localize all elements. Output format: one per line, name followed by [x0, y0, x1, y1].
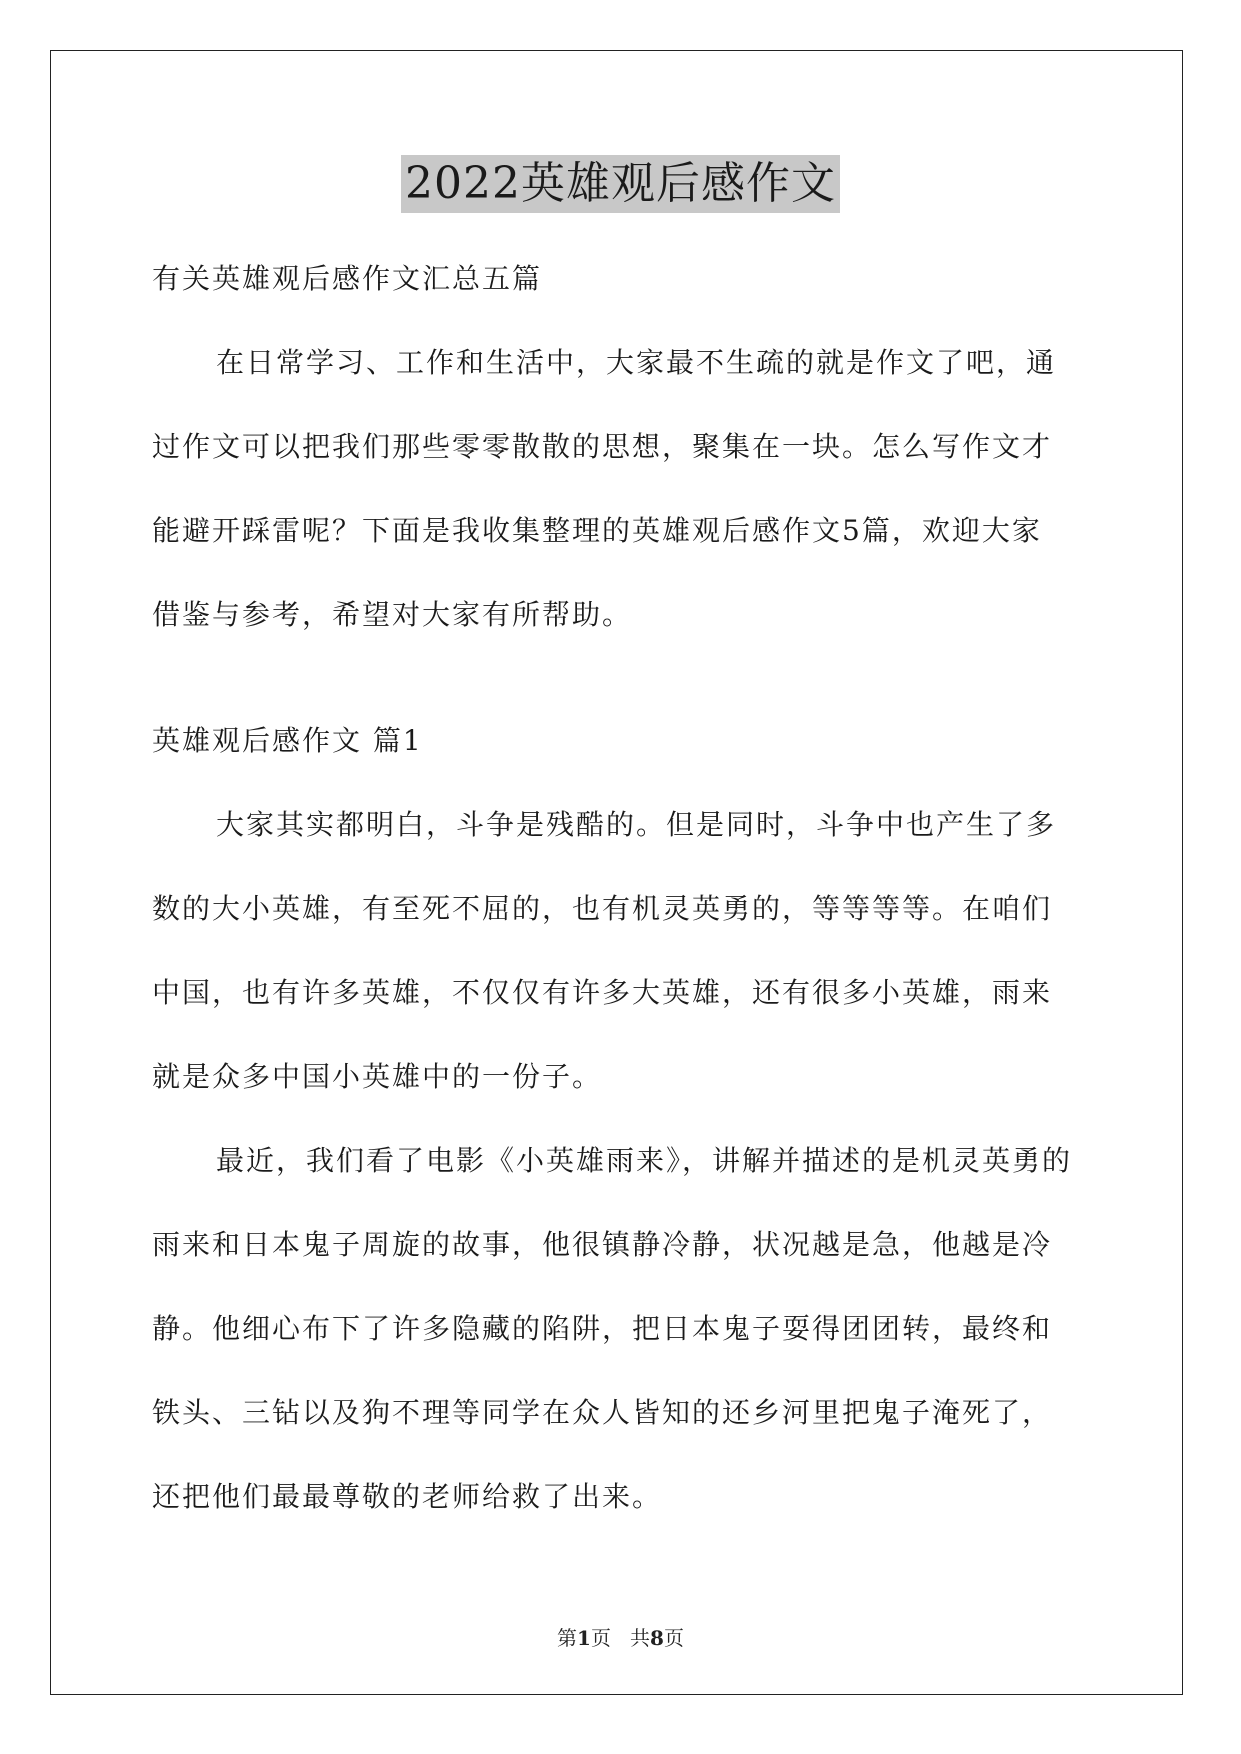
paragraph-line: 雨来和日本鬼子周旋的故事，他很镇静冷静，状况越是急，他越是冷 [152, 1228, 1053, 1261]
section-gap [152, 657, 1088, 699]
section-heading: 英雄观后感作文 篇1 [152, 724, 423, 757]
paragraph-line: 大家其实都明白，斗争是残酷的。但是同时，斗争中也产生了多 [216, 808, 1057, 841]
total-suffix: 页 [663, 1626, 684, 1650]
page-suffix: 页 [590, 1626, 611, 1650]
paragraph-line: 数的大小英雄，有至死不屈的，也有机灵英勇的，等等等等。在咱们 [152, 892, 1053, 925]
document-subtitle: 有关英雄观后感作文汇总五篇 [152, 262, 543, 295]
intro-line: 借鉴与参考，希望对大家有所帮助。 [152, 598, 633, 631]
paragraph-line: 还把他们最最尊敬的老师给救了出来。 [152, 1480, 663, 1513]
current-page-number: 1 [577, 1626, 591, 1650]
intro-line: 能避开踩雷呢？下面是我收集整理的英雄观后感作文5篇，欢迎大家 [152, 514, 1042, 547]
document-body [152, 237, 1088, 1539]
intro-line: 在日常学习、工作和生活中，大家最不生疏的就是作文了吧，通 [216, 346, 1057, 379]
page-footer [0, 1622, 1241, 1651]
document-title: 2022英雄观后感作文 [401, 155, 840, 213]
paragraph-line: 就是众多中国小英雄中的一份子。 [152, 1060, 603, 1093]
intro-line: 过作文可以把我们那些零零散散的思想，聚集在一块。怎么写作文才 [152, 430, 1053, 463]
paragraph-line: 铁头、三钻以及狗不理等同学在众人皆知的还乡河里把鬼子淹死了， [152, 1396, 1053, 1429]
title-area [0, 155, 1241, 213]
paragraph-line: 静。他细心布下了许多隐藏的陷阱，把日本鬼子耍得团团转，最终和 [152, 1312, 1053, 1345]
total-prefix: 共 [630, 1626, 651, 1650]
total-page-number: 8 [650, 1626, 664, 1650]
paragraph-line: 中国，也有许多英雄，不仅仅有许多大英雄，还有很多小英雄，雨来 [152, 976, 1053, 1009]
paragraph-line: 最近，我们看了电影《小英雄雨来》，讲解并描述的是机灵英勇的 [216, 1144, 1073, 1177]
page-prefix: 第 [557, 1626, 578, 1650]
